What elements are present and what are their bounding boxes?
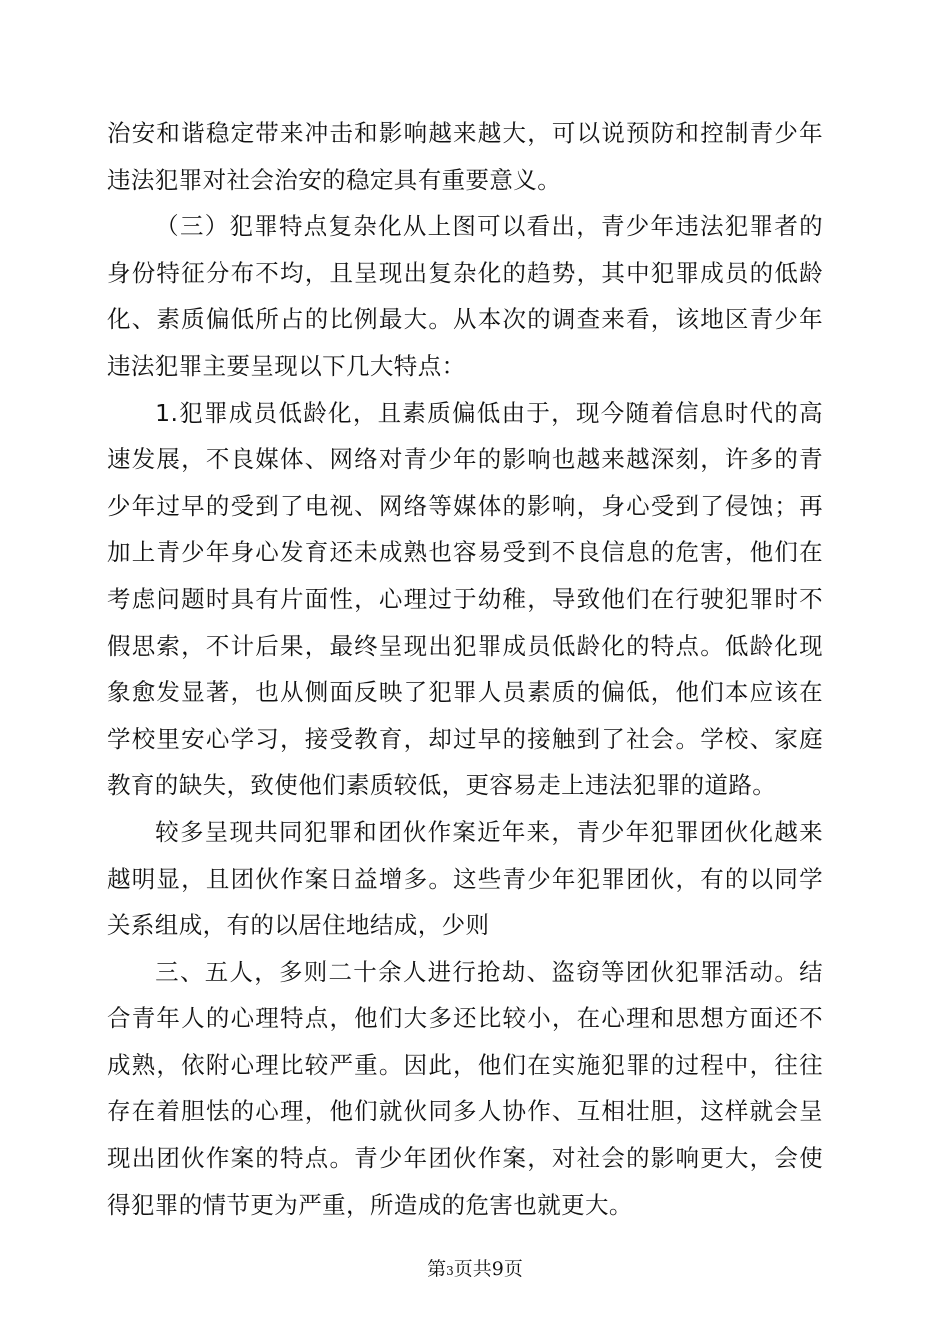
page-footer: [0, 1256, 950, 1284]
paragraph-3: 1.犯罪成员低龄化，且素质偏低由于，现今随着信息时代的高速发展，不良媒体、网络对青少年的影响也越来越深刻，许多的青少年过早的受到了电视、网络等媒体的影响，身心受到了侵蚀；再加上青少年身心发育还未成熟也容易受到不良信息的危害，他们在考虑问题时具有片面性，心理过于幼稚，导致他们在行驶犯罪时不假思索，不计后果，最终呈现出犯罪成员低龄化的特点。低龄化现象愈发显著，也从侧面反映了犯罪人员素质的偏低，他们本应该在学校里安心学习，接受教育，却过早的接触到了社会。学校、家庭教育的缺失，致使他们素质较低，更容易走上违法犯罪的道路。: [107, 398, 823, 800]
footer-total-pages: 9: [491, 1258, 504, 1280]
footer-page-number: 3: [446, 1264, 454, 1278]
paragraph-1: 治安和谐稳定带来冲击和影响越来越大，可以说预防和控制青少年违法犯罪对社会治安的稳定具有重要意义。: [107, 119, 823, 194]
paragraph-4: 较多呈现共同犯罪和团伙作案近年来，青少年犯罪团伙化越来越明显，且团伙作案日益增多。这些青少年犯罪团伙，有的以同学关系组成，有的以居住地结成，少则: [107, 817, 823, 940]
paragraph-2: （三）犯罪特点复杂化从上图可以看出，青少年违法犯罪者的身份特征分布不均，且呈现出复杂化的趋势，其中犯罪成员的低龄化、素质偏低所占的比例最大。从本次的调查来看，该地区青少年违法犯罪主要呈现以下几大特点：: [107, 212, 823, 380]
footer-prefix: 第: [427, 1258, 447, 1280]
paragraph-5: 三、五人，多则二十余人进行抢劫、盗窃等团伙犯罪活动。结合青年人的心理特点，他们大多还比较小，在心理和思想方面还不成熟，依附心理比较严重。因此，他们在实施犯罪的过程中，往往存在着胆怯的心理，他们就伙同多人协作、互相壮胆，这样就会呈现出团伙作案的特点。青少年团伙作案，对社会的影响更大，会使得犯罪的情节更为严重，所造成的危害也就更大。: [107, 957, 823, 1219]
footer-middle: 页共: [453, 1258, 492, 1280]
body-text: [107, 110, 823, 1228]
footer-suffix: 页: [503, 1258, 523, 1280]
